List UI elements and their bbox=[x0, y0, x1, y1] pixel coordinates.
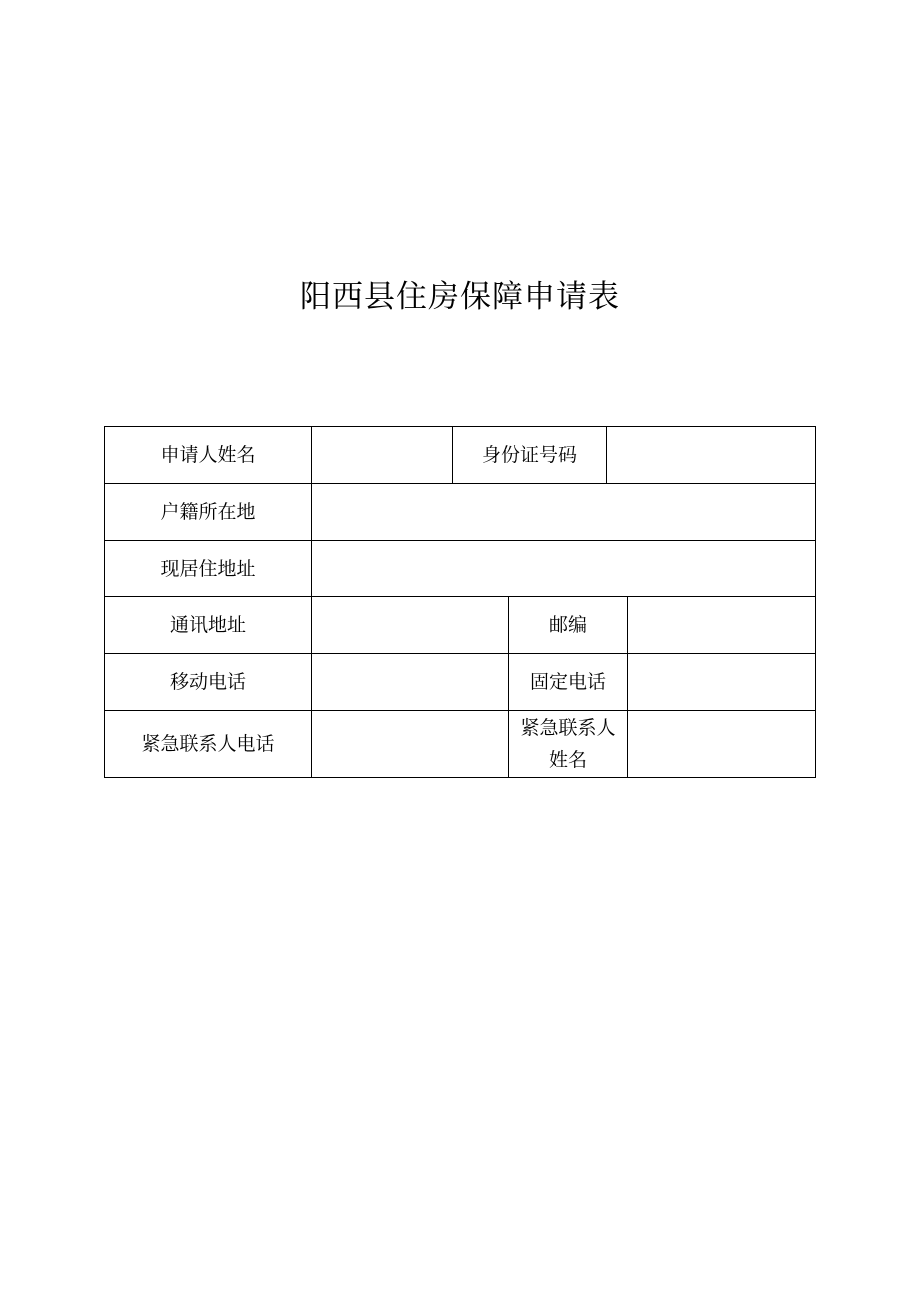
application-form-table bbox=[104, 426, 816, 778]
table-row bbox=[105, 427, 815, 484]
mailing-address-field[interactable] bbox=[311, 597, 508, 653]
mobile-phone-label: 移动电话 bbox=[169, 671, 246, 693]
mobile-phone-field[interactable] bbox=[311, 654, 508, 710]
table-row bbox=[105, 484, 815, 541]
table-row bbox=[105, 541, 815, 597]
mailing-address-label: 通讯地址 bbox=[169, 614, 246, 636]
page-title: 阳西县住房保障申请表 bbox=[300, 279, 620, 315]
table-row bbox=[105, 711, 815, 777]
emergency-name-field[interactable] bbox=[627, 711, 815, 777]
postcode-label: 邮编 bbox=[508, 597, 627, 653]
current-address-label: 现居住地址 bbox=[160, 557, 256, 580]
household-registration-field[interactable] bbox=[311, 484, 815, 540]
landline-phone-label: 固定电话 bbox=[508, 654, 627, 710]
emergency-name-label-cell bbox=[508, 711, 627, 777]
postcode-field[interactable] bbox=[627, 597, 815, 653]
applicant-name-field[interactable] bbox=[311, 427, 452, 483]
emergency-phone-field[interactable] bbox=[311, 711, 508, 777]
emergency-phone-label: 紧急联系人电话 bbox=[141, 733, 275, 755]
landline-phone-field[interactable] bbox=[627, 654, 815, 710]
current-address-field[interactable] bbox=[311, 541, 815, 596]
table-row bbox=[105, 654, 815, 711]
household-registration-label: 户籍所在地 bbox=[160, 501, 256, 523]
table-row bbox=[105, 597, 815, 654]
applicant-name-label: 申请人姓名 bbox=[160, 444, 256, 466]
emergency-name-label: 紧急联系人姓名 bbox=[520, 717, 616, 771]
id-number-label: 身份证号码 bbox=[452, 427, 606, 483]
id-number-field[interactable] bbox=[606, 427, 815, 483]
